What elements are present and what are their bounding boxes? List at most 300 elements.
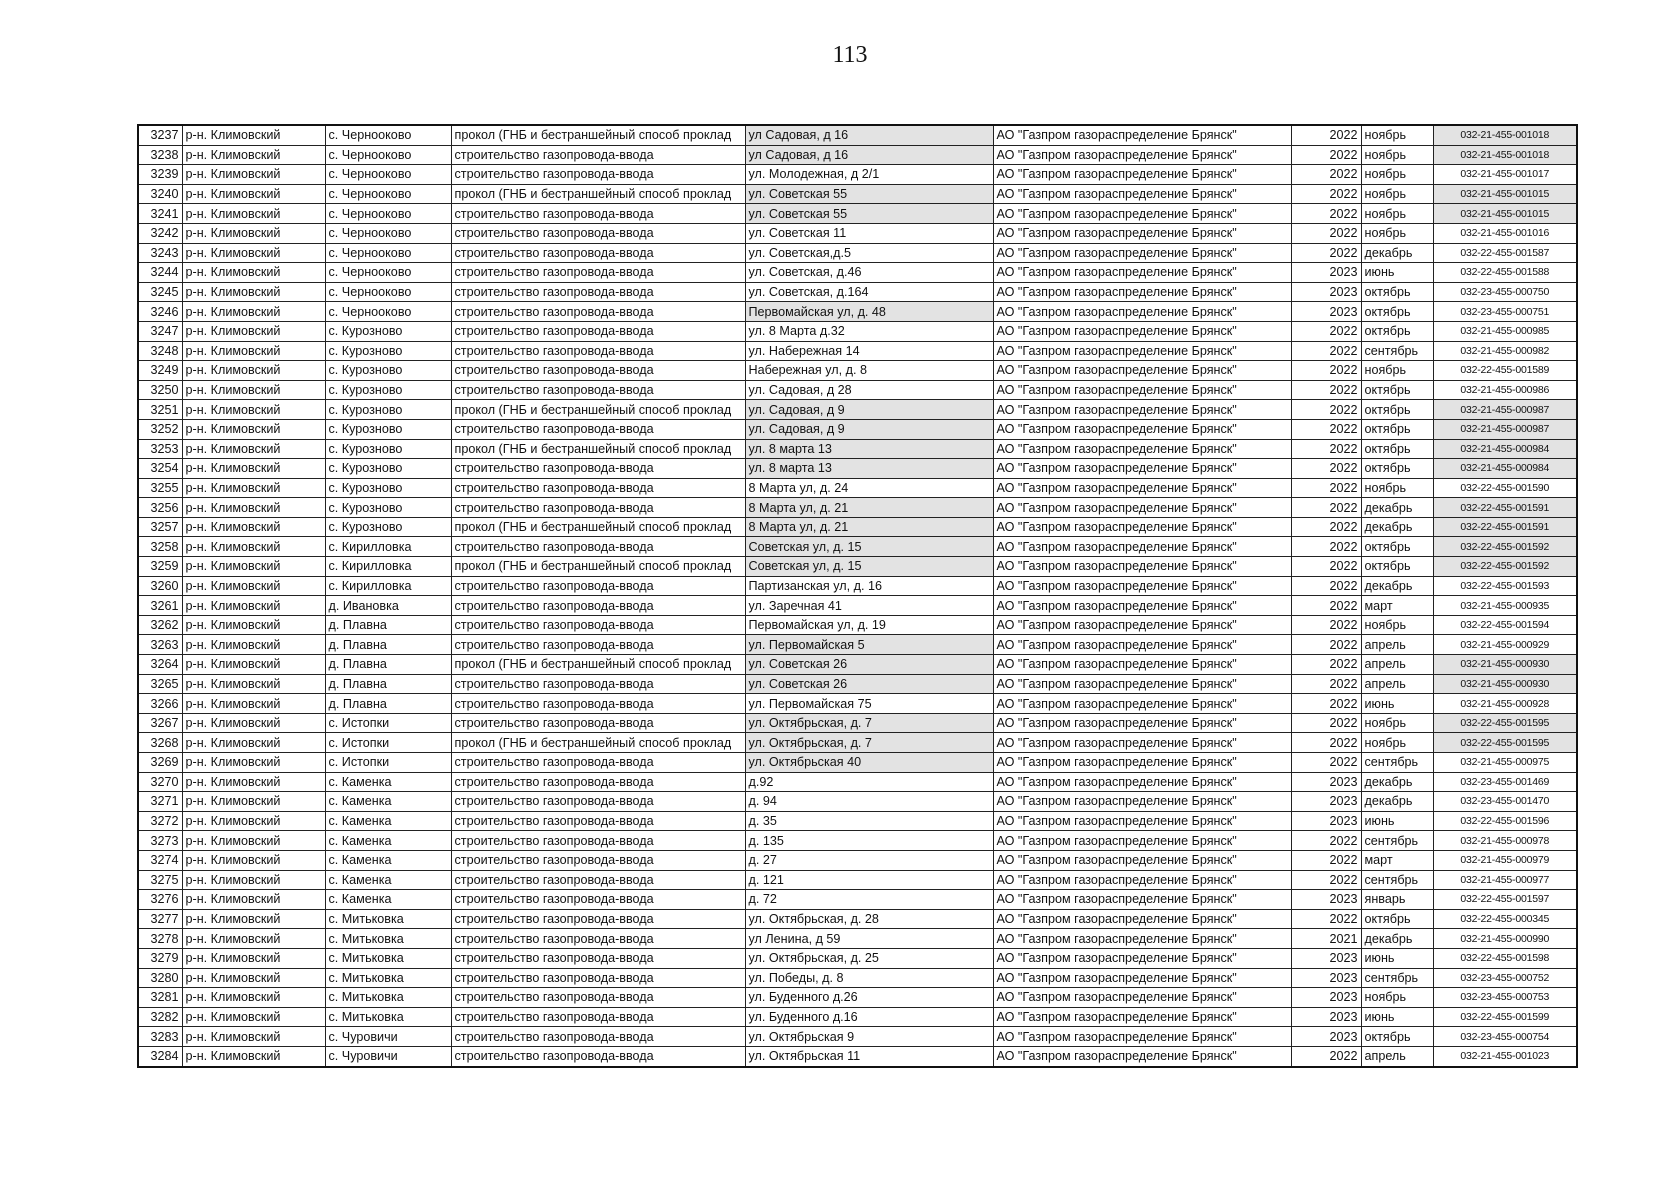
- month-cell: сентябрь: [1361, 753, 1433, 773]
- settlement-cell: с. Курозново: [325, 517, 451, 537]
- address-cell: ул. Первомайская 75: [745, 694, 993, 714]
- address-cell: ул. Молодежная, д 2/1: [745, 165, 993, 185]
- work-type-cell: строительство газопровода-ввода: [451, 596, 745, 616]
- work-type-cell: строительство газопровода-ввода: [451, 341, 745, 361]
- district-cell: р-н. Климовский: [182, 1046, 325, 1066]
- month-cell: апрель: [1361, 655, 1433, 675]
- settlement-cell: с. Каменка: [325, 831, 451, 851]
- month-cell: сентябрь: [1361, 870, 1433, 890]
- organization-cell: АО "Газпром газораспределение Брянск": [993, 615, 1291, 635]
- work-type-cell: строительство газопровода-ввода: [451, 635, 745, 655]
- table-row: [138, 694, 1577, 714]
- month-cell: октябрь: [1361, 380, 1433, 400]
- row-number-cell: 3247: [138, 321, 182, 341]
- row-number-cell: 3257: [138, 517, 182, 537]
- table-row: [138, 557, 1577, 577]
- code-cell: 032-22-455-001594: [1433, 615, 1577, 635]
- district-cell: р-н. Климовский: [182, 772, 325, 792]
- month-cell: октябрь: [1361, 282, 1433, 302]
- work-type-cell: строительство газопровода-ввода: [451, 459, 745, 479]
- work-type-cell: строительство газопровода-ввода: [451, 948, 745, 968]
- organization-cell: АО "Газпром газораспределение Брянск": [993, 478, 1291, 498]
- row-number-cell: 3256: [138, 498, 182, 518]
- row-number-cell: 3264: [138, 655, 182, 675]
- month-cell: ноябрь: [1361, 125, 1433, 145]
- year-cell: 2022: [1291, 753, 1361, 773]
- code-cell: 032-22-455-001597: [1433, 890, 1577, 910]
- address-cell: ул. Советская 55: [745, 204, 993, 224]
- address-cell: д.92: [745, 772, 993, 792]
- district-cell: р-н. Климовский: [182, 165, 325, 185]
- code-cell: 032-21-455-000982: [1433, 341, 1577, 361]
- settlement-cell: д. Плавна: [325, 674, 451, 694]
- work-type-cell: прокол (ГНБ и бестраншейный способ проклад: [451, 655, 745, 675]
- organization-cell: АО "Газпром газораспределение Брянск": [993, 831, 1291, 851]
- district-cell: р-н. Климовский: [182, 243, 325, 263]
- organization-cell: АО "Газпром газораспределение Брянск": [993, 948, 1291, 968]
- work-type-cell: строительство газопровода-ввода: [451, 223, 745, 243]
- settlement-cell: с. Чернооково: [325, 223, 451, 243]
- year-cell: 2023: [1291, 988, 1361, 1008]
- table-row: [138, 263, 1577, 283]
- code-cell: 032-22-455-001593: [1433, 576, 1577, 596]
- row-number-cell: 3245: [138, 282, 182, 302]
- district-cell: р-н. Климовский: [182, 694, 325, 714]
- organization-cell: АО "Газпром газораспределение Брянск": [993, 400, 1291, 420]
- address-cell: ул. Победы, д. 8: [745, 968, 993, 988]
- organization-cell: АО "Газпром газораспределение Брянск": [993, 459, 1291, 479]
- code-cell: 032-21-455-000985: [1433, 321, 1577, 341]
- address-cell: ул. Октябрьская 40: [745, 753, 993, 773]
- year-cell: 2022: [1291, 655, 1361, 675]
- district-cell: р-н. Климовский: [182, 576, 325, 596]
- organization-cell: АО "Газпром газораспределение Брянск": [993, 694, 1291, 714]
- table-row: [138, 615, 1577, 635]
- work-type-cell: строительство газопровода-ввода: [451, 576, 745, 596]
- code-cell: 032-21-455-000975: [1433, 753, 1577, 773]
- year-cell: 2022: [1291, 321, 1361, 341]
- code-cell: 032-21-455-000930: [1433, 674, 1577, 694]
- district-cell: р-н. Климовский: [182, 478, 325, 498]
- address-cell: ул. Октябрьская, д. 25: [745, 948, 993, 968]
- month-cell: сентябрь: [1361, 831, 1433, 851]
- table-row: [138, 380, 1577, 400]
- district-cell: р-н. Климовский: [182, 557, 325, 577]
- address-cell: ул. Садовая, д 9: [745, 419, 993, 439]
- code-cell: 032-21-455-001015: [1433, 204, 1577, 224]
- organization-cell: АО "Газпром газораспределение Брянск": [993, 302, 1291, 322]
- district-cell: р-н. Климовский: [182, 1027, 325, 1047]
- settlement-cell: с. Чернооково: [325, 282, 451, 302]
- code-cell: 032-22-455-001599: [1433, 1007, 1577, 1027]
- year-cell: 2022: [1291, 1046, 1361, 1066]
- address-cell: д. 94: [745, 792, 993, 812]
- settlement-cell: д. Плавна: [325, 694, 451, 714]
- organization-cell: АО "Газпром газораспределение Брянск": [993, 498, 1291, 518]
- address-cell: 8 Марта ул, д. 24: [745, 478, 993, 498]
- code-cell: 032-23-455-000750: [1433, 282, 1577, 302]
- work-type-cell: строительство газопровода-ввода: [451, 243, 745, 263]
- table-row: [138, 870, 1577, 890]
- year-cell: 2023: [1291, 1027, 1361, 1047]
- row-number-cell: 3261: [138, 596, 182, 616]
- work-type-cell: прокол (ГНБ и бестраншейный способ проклад: [451, 125, 745, 145]
- address-cell: Первомайская ул, д. 19: [745, 615, 993, 635]
- code-cell: 032-21-455-000987: [1433, 419, 1577, 439]
- settlement-cell: с. Курозново: [325, 498, 451, 518]
- code-cell: 032-22-455-001595: [1433, 713, 1577, 733]
- work-type-cell: строительство газопровода-ввода: [451, 850, 745, 870]
- table-row: [138, 439, 1577, 459]
- organization-cell: АО "Газпром газораспределение Брянск": [993, 282, 1291, 302]
- table-row: [138, 419, 1577, 439]
- district-cell: р-н. Климовский: [182, 419, 325, 439]
- table-row: [138, 400, 1577, 420]
- code-cell: 032-21-455-000979: [1433, 850, 1577, 870]
- month-cell: ноябрь: [1361, 184, 1433, 204]
- year-cell: 2022: [1291, 380, 1361, 400]
- organization-cell: АО "Газпром газораспределение Брянск": [993, 439, 1291, 459]
- table-row: [138, 282, 1577, 302]
- settlement-cell: с. Каменка: [325, 850, 451, 870]
- code-cell: 032-23-455-000751: [1433, 302, 1577, 322]
- organization-cell: АО "Газпром газораспределение Брянск": [993, 850, 1291, 870]
- address-cell: ул. Советская, д.46: [745, 263, 993, 283]
- district-cell: р-н. Климовский: [182, 713, 325, 733]
- settlement-cell: с. Каменка: [325, 772, 451, 792]
- organization-cell: АО "Газпром газораспределение Брянск": [993, 341, 1291, 361]
- organization-cell: АО "Газпром газораспределение Брянск": [993, 655, 1291, 675]
- settlement-cell: с. Истопки: [325, 713, 451, 733]
- district-cell: р-н. Климовский: [182, 655, 325, 675]
- code-cell: 032-22-455-001588: [1433, 263, 1577, 283]
- month-cell: апрель: [1361, 1046, 1433, 1066]
- code-cell: 032-21-455-000928: [1433, 694, 1577, 714]
- work-type-cell: строительство газопровода-ввода: [451, 792, 745, 812]
- organization-cell: АО "Газпром газораспределение Брянск": [993, 733, 1291, 753]
- month-cell: март: [1361, 850, 1433, 870]
- settlement-cell: с. Курозново: [325, 439, 451, 459]
- code-cell: 032-22-455-001598: [1433, 948, 1577, 968]
- row-number-cell: 3237: [138, 125, 182, 145]
- month-cell: апрель: [1361, 635, 1433, 655]
- row-number-cell: 3246: [138, 302, 182, 322]
- address-cell: ул. Набережная 14: [745, 341, 993, 361]
- address-cell: ул. Буденного д.26: [745, 988, 993, 1008]
- address-cell: Советская ул, д. 15: [745, 557, 993, 577]
- settlement-cell: с. Курозново: [325, 341, 451, 361]
- organization-cell: АО "Газпром газораспределение Брянск": [993, 576, 1291, 596]
- address-cell: Набережная ул, д. 8: [745, 361, 993, 381]
- year-cell: 2023: [1291, 792, 1361, 812]
- table-row: [138, 968, 1577, 988]
- year-cell: 2022: [1291, 870, 1361, 890]
- district-cell: р-н. Климовский: [182, 282, 325, 302]
- table-row: [138, 576, 1577, 596]
- table-row: [138, 772, 1577, 792]
- row-number-cell: 3255: [138, 478, 182, 498]
- code-cell: 032-21-455-001016: [1433, 223, 1577, 243]
- organization-cell: АО "Газпром газораспределение Брянск": [993, 204, 1291, 224]
- settlement-cell: д. Плавна: [325, 635, 451, 655]
- month-cell: сентябрь: [1361, 968, 1433, 988]
- year-cell: 2022: [1291, 517, 1361, 537]
- month-cell: декабрь: [1361, 498, 1433, 518]
- gas-pipeline-table: [137, 124, 1578, 1068]
- code-cell: 032-22-455-001592: [1433, 557, 1577, 577]
- organization-cell: АО "Газпром газораспределение Брянск": [993, 811, 1291, 831]
- organization-cell: АО "Газпром газораспределение Брянск": [993, 635, 1291, 655]
- organization-cell: АО "Газпром газораспределение Брянск": [993, 361, 1291, 381]
- year-cell: 2022: [1291, 145, 1361, 165]
- year-cell: 2022: [1291, 204, 1361, 224]
- month-cell: декабрь: [1361, 576, 1433, 596]
- address-cell: ул. Советская 26: [745, 655, 993, 675]
- settlement-cell: д. Ивановка: [325, 596, 451, 616]
- table-row: [138, 243, 1577, 263]
- code-cell: 032-21-455-000984: [1433, 459, 1577, 479]
- row-number-cell: 3284: [138, 1046, 182, 1066]
- district-cell: р-н. Климовский: [182, 988, 325, 1008]
- address-cell: д. 27: [745, 850, 993, 870]
- month-cell: июнь: [1361, 1007, 1433, 1027]
- address-cell: ул. Октябрьская, д. 7: [745, 733, 993, 753]
- month-cell: октябрь: [1361, 419, 1433, 439]
- table-row: [138, 321, 1577, 341]
- code-cell: 032-22-455-001596: [1433, 811, 1577, 831]
- month-cell: июнь: [1361, 948, 1433, 968]
- district-cell: р-н. Климовский: [182, 968, 325, 988]
- district-cell: р-н. Климовский: [182, 1007, 325, 1027]
- month-cell: октябрь: [1361, 1027, 1433, 1047]
- month-cell: ноябрь: [1361, 165, 1433, 185]
- code-cell: 032-22-455-001591: [1433, 498, 1577, 518]
- month-cell: ноябрь: [1361, 223, 1433, 243]
- settlement-cell: с. Каменка: [325, 792, 451, 812]
- year-cell: 2023: [1291, 302, 1361, 322]
- address-cell: 8 Марта ул, д. 21: [745, 498, 993, 518]
- work-type-cell: прокол (ГНБ и бестраншейный способ проклад: [451, 439, 745, 459]
- table-row: [138, 674, 1577, 694]
- work-type-cell: строительство газопровода-ввода: [451, 361, 745, 381]
- table-row: [138, 792, 1577, 812]
- organization-cell: АО "Газпром газораспределение Брянск": [993, 184, 1291, 204]
- settlement-cell: с. Митьковка: [325, 968, 451, 988]
- settlement-cell: с. Курозново: [325, 400, 451, 420]
- year-cell: 2022: [1291, 459, 1361, 479]
- settlement-cell: с. Митьковка: [325, 948, 451, 968]
- month-cell: июнь: [1361, 263, 1433, 283]
- address-cell: ул. Октябрьская 9: [745, 1027, 993, 1047]
- row-number-cell: 3243: [138, 243, 182, 263]
- month-cell: декабрь: [1361, 929, 1433, 949]
- month-cell: октябрь: [1361, 400, 1433, 420]
- month-cell: октябрь: [1361, 909, 1433, 929]
- organization-cell: АО "Газпром газораспределение Брянск": [993, 674, 1291, 694]
- district-cell: р-н. Климовский: [182, 517, 325, 537]
- table-row: [138, 145, 1577, 165]
- district-cell: р-н. Климовский: [182, 615, 325, 635]
- code-cell: 032-21-455-001015: [1433, 184, 1577, 204]
- district-cell: р-н. Климовский: [182, 204, 325, 224]
- month-cell: декабрь: [1361, 772, 1433, 792]
- row-number-cell: 3271: [138, 792, 182, 812]
- row-number-cell: 3280: [138, 968, 182, 988]
- row-number-cell: 3272: [138, 811, 182, 831]
- month-cell: ноябрь: [1361, 204, 1433, 224]
- year-cell: 2023: [1291, 948, 1361, 968]
- code-cell: 032-22-455-001589: [1433, 361, 1577, 381]
- settlement-cell: д. Плавна: [325, 615, 451, 635]
- work-type-cell: строительство газопровода-ввода: [451, 165, 745, 185]
- work-type-cell: строительство газопровода-ввода: [451, 831, 745, 851]
- row-number-cell: 3259: [138, 557, 182, 577]
- district-cell: р-н. Климовский: [182, 223, 325, 243]
- year-cell: 2022: [1291, 498, 1361, 518]
- row-number-cell: 3249: [138, 361, 182, 381]
- code-cell: 032-21-455-000984: [1433, 439, 1577, 459]
- code-cell: 032-22-455-001587: [1433, 243, 1577, 263]
- district-cell: р-н. Климовский: [182, 890, 325, 910]
- work-type-cell: строительство газопровода-ввода: [451, 694, 745, 714]
- address-cell: ул. Советская 11: [745, 223, 993, 243]
- row-number-cell: 3282: [138, 1007, 182, 1027]
- year-cell: 2022: [1291, 165, 1361, 185]
- month-cell: декабрь: [1361, 792, 1433, 812]
- month-cell: декабрь: [1361, 517, 1433, 537]
- work-type-cell: строительство газопровода-ввода: [451, 1007, 745, 1027]
- settlement-cell: с. Истопки: [325, 733, 451, 753]
- code-cell: 032-22-455-001595: [1433, 733, 1577, 753]
- work-type-cell: строительство газопровода-ввода: [451, 615, 745, 635]
- organization-cell: АО "Газпром газораспределение Брянск": [993, 596, 1291, 616]
- district-cell: р-н. Климовский: [182, 321, 325, 341]
- settlement-cell: с. Кирилловка: [325, 537, 451, 557]
- address-cell: д. 72: [745, 890, 993, 910]
- work-type-cell: строительство газопровода-ввода: [451, 302, 745, 322]
- work-type-cell: строительство газопровода-ввода: [451, 263, 745, 283]
- row-number-cell: 3265: [138, 674, 182, 694]
- code-cell: 032-23-455-001469: [1433, 772, 1577, 792]
- work-type-cell: прокол (ГНБ и бестраншейный способ проклад: [451, 733, 745, 753]
- organization-cell: АО "Газпром газораспределение Брянск": [993, 419, 1291, 439]
- address-cell: ул. Советская 55: [745, 184, 993, 204]
- month-cell: октябрь: [1361, 321, 1433, 341]
- address-cell: ул. Октябрьская 11: [745, 1046, 993, 1066]
- settlement-cell: с. Каменка: [325, 870, 451, 890]
- table-row: [138, 850, 1577, 870]
- address-cell: Первомайская ул, д. 48: [745, 302, 993, 322]
- year-cell: 2022: [1291, 850, 1361, 870]
- work-type-cell: строительство газопровода-ввода: [451, 478, 745, 498]
- table-row: [138, 909, 1577, 929]
- work-type-cell: строительство газопровода-ввода: [451, 870, 745, 890]
- address-cell: ул. Октябрьская, д. 28: [745, 909, 993, 929]
- code-cell: 032-21-455-001017: [1433, 165, 1577, 185]
- month-cell: октябрь: [1361, 557, 1433, 577]
- year-cell: 2021: [1291, 929, 1361, 949]
- district-cell: р-н. Климовский: [182, 145, 325, 165]
- work-type-cell: прокол (ГНБ и бестраншейный способ проклад: [451, 557, 745, 577]
- row-number-cell: 3263: [138, 635, 182, 655]
- work-type-cell: строительство газопровода-ввода: [451, 988, 745, 1008]
- address-cell: д. 121: [745, 870, 993, 890]
- code-cell: 032-23-455-001470: [1433, 792, 1577, 812]
- year-cell: 2022: [1291, 361, 1361, 381]
- work-type-cell: строительство газопровода-ввода: [451, 419, 745, 439]
- year-cell: 2022: [1291, 341, 1361, 361]
- year-cell: 2023: [1291, 772, 1361, 792]
- table-row: [138, 948, 1577, 968]
- row-number-cell: 3238: [138, 145, 182, 165]
- address-cell: ул Садовая, д 16: [745, 125, 993, 145]
- organization-cell: АО "Газпром газораспределение Брянск": [993, 890, 1291, 910]
- organization-cell: АО "Газпром газораспределение Брянск": [993, 557, 1291, 577]
- district-cell: р-н. Климовский: [182, 831, 325, 851]
- district-cell: р-н. Климовский: [182, 850, 325, 870]
- month-cell: сентябрь: [1361, 341, 1433, 361]
- month-cell: октябрь: [1361, 439, 1433, 459]
- organization-cell: АО "Газпром газораспределение Брянск": [993, 517, 1291, 537]
- year-cell: 2022: [1291, 615, 1361, 635]
- table-row: [138, 713, 1577, 733]
- work-type-cell: строительство газопровода-ввода: [451, 713, 745, 733]
- year-cell: 2022: [1291, 125, 1361, 145]
- organization-cell: АО "Газпром газораспределение Брянск": [993, 1046, 1291, 1066]
- district-cell: р-н. Климовский: [182, 302, 325, 322]
- address-cell: ул. Советская 26: [745, 674, 993, 694]
- work-type-cell: строительство газопровода-ввода: [451, 1046, 745, 1066]
- district-cell: р-н. Климовский: [182, 870, 325, 890]
- month-cell: ноябрь: [1361, 713, 1433, 733]
- district-cell: р-н. Климовский: [182, 400, 325, 420]
- address-cell: ул. 8 марта 13: [745, 459, 993, 479]
- work-type-cell: строительство газопровода-ввода: [451, 753, 745, 773]
- row-number-cell: 3267: [138, 713, 182, 733]
- work-type-cell: строительство газопровода-ввода: [451, 380, 745, 400]
- address-cell: ул. 8 марта 13: [745, 439, 993, 459]
- table-row: [138, 459, 1577, 479]
- code-cell: 032-23-455-000754: [1433, 1027, 1577, 1047]
- organization-cell: АО "Газпром газораспределение Брянск": [993, 772, 1291, 792]
- settlement-cell: с. Кирилловка: [325, 576, 451, 596]
- month-cell: декабрь: [1361, 243, 1433, 263]
- settlement-cell: с. Кирилловка: [325, 557, 451, 577]
- row-number-cell: 3269: [138, 753, 182, 773]
- table-row: [138, 302, 1577, 322]
- month-cell: ноябрь: [1361, 733, 1433, 753]
- year-cell: 2022: [1291, 713, 1361, 733]
- month-cell: октябрь: [1361, 302, 1433, 322]
- code-cell: 032-21-455-000978: [1433, 831, 1577, 851]
- organization-cell: АО "Газпром газораспределение Брянск": [993, 537, 1291, 557]
- work-type-cell: прокол (ГНБ и бестраншейный способ проклад: [451, 517, 745, 537]
- table-row: [138, 635, 1577, 655]
- address-cell: д. 135: [745, 831, 993, 851]
- row-number-cell: 3262: [138, 615, 182, 635]
- settlement-cell: с. Курозново: [325, 361, 451, 381]
- row-number-cell: 3276: [138, 890, 182, 910]
- district-cell: р-н. Климовский: [182, 125, 325, 145]
- organization-cell: АО "Газпром газораспределение Брянск": [993, 223, 1291, 243]
- address-cell: ул Садовая, д 16: [745, 145, 993, 165]
- year-cell: 2023: [1291, 263, 1361, 283]
- table-row: [138, 1046, 1577, 1066]
- table-row: [138, 165, 1577, 185]
- district-cell: р-н. Климовский: [182, 459, 325, 479]
- year-cell: 2022: [1291, 223, 1361, 243]
- table-row: [138, 498, 1577, 518]
